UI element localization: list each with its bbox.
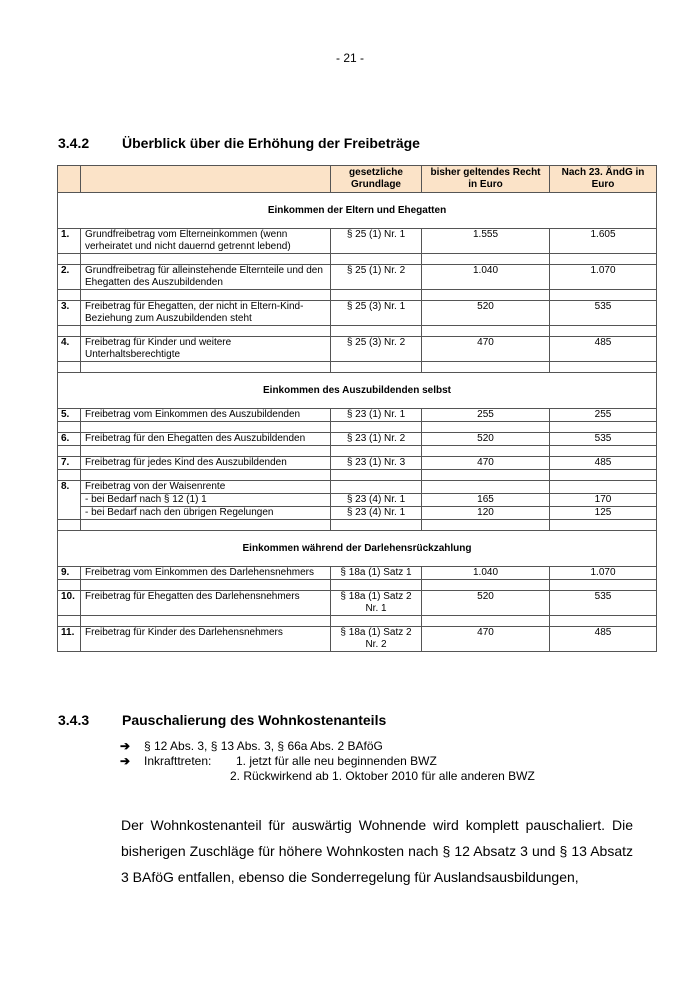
row-description: Grundfreibetrag vom Elterneinkommen (wenn verheiratet und nicht dauernd getrennt lebend) [81, 229, 331, 254]
row-description: Freibetrag von der Waisenrente [81, 481, 331, 494]
spacer-row [58, 254, 657, 265]
table-row [58, 265, 657, 290]
row-number: 4. [58, 337, 81, 362]
header-cell-num [58, 166, 81, 193]
row-old-value: 520 [422, 301, 550, 326]
row-old-value: 470 [422, 457, 550, 470]
section-title: Pauschalierung des Wohnkostenanteils [122, 712, 387, 728]
row-basis: § 25 (3) Nr. 1 [331, 301, 422, 326]
group-title: Einkommen der Eltern und Ehegatten [58, 193, 657, 229]
row-new-value: 485 [550, 457, 657, 470]
row-new-value: 535 [550, 433, 657, 446]
table-subrow [58, 494, 657, 507]
row-new-value: 1.070 [550, 567, 657, 580]
row-number: 8. [58, 481, 81, 494]
row-basis: § 18a (1) Satz 2 Nr. 2 [331, 627, 422, 652]
row-basis: § 25 (1) Nr. 1 [331, 229, 422, 254]
row-new-value: 1.605 [550, 229, 657, 254]
row-description: Freibetrag vom Einkommen des Darlehensnehmers [81, 567, 331, 580]
row-new-value: 485 [550, 337, 657, 362]
row-basis: § 25 (1) Nr. 2 [331, 265, 422, 290]
subrow-basis: § 23 (4) Nr. 1 [331, 494, 422, 507]
row-description: Freibetrag für Kinder des Darlehensnehmers [81, 627, 331, 652]
row-number: 10. [58, 591, 81, 616]
arrow-right-icon: ➔ [120, 754, 131, 768]
row-description: Freibetrag für jedes Kind des Auszubildenden [81, 457, 331, 470]
group-heading-row [58, 531, 657, 567]
table-row [58, 301, 657, 326]
bullet-continuation: 2. Rückwirkend ab 1. Oktober 2010 für alle anderen BWZ [230, 769, 535, 783]
row-new-value: 255 [550, 409, 657, 422]
row-basis: § 18a (1) Satz 1 [331, 567, 422, 580]
table-row [58, 481, 657, 494]
row-old-value: 470 [422, 627, 550, 652]
row-description: Freibetrag vom Einkommen des Auszubildenden [81, 409, 331, 422]
row-old-value: 255 [422, 409, 550, 422]
arrow-right-icon: ➔ [120, 739, 131, 753]
table-row [58, 567, 657, 580]
group-heading-row [58, 193, 657, 229]
freibetraege-table [57, 165, 657, 652]
row-basis: § 23 (1) Nr. 2 [331, 433, 422, 446]
subrow-basis: § 23 (4) Nr. 1 [331, 507, 422, 520]
table-row [58, 337, 657, 362]
group-title: Einkommen des Auszubildenden selbst [58, 373, 657, 409]
subrow-new-value: 170 [550, 494, 657, 507]
row-new-value: 535 [550, 591, 657, 616]
row-number: 3. [58, 301, 81, 326]
section-number: 3.4.3 [58, 712, 90, 728]
header-cell-new: Nach 23. ÄndG in Euro [550, 166, 657, 193]
row-old-value: 1.040 [422, 567, 550, 580]
body-paragraph: Der Wohnkostenanteil für auswärtig Wohnende wird komplett pauschaliert. Die bisherigen Zuschläge für höhere Wohnkosten nach § 12 Absatz 3 und § 13 Absatz 3 BAföG entfallen, ebenso die Sonderregelung für Auslandsausbildungen, [121, 817, 633, 885]
table-row [58, 627, 657, 652]
spacer-row [58, 470, 657, 481]
page-number: - 21 - [335, 51, 364, 65]
bullet-list [120, 739, 535, 784]
subrow-old-value: 165 [422, 494, 550, 507]
row-basis: § 25 (3) Nr. 2 [331, 337, 422, 362]
table-header-row [58, 166, 657, 193]
row-number: 9. [58, 567, 81, 580]
row-basis: § 18a (1) Satz 2 Nr. 1 [331, 591, 422, 616]
table-row [58, 457, 657, 470]
row-description: Freibetrag für Ehegatten des Darlehensnehmers [81, 591, 331, 616]
row-new-value: 535 [550, 301, 657, 326]
spacer-row [58, 290, 657, 301]
subrow-old-value: 120 [422, 507, 550, 520]
bullet-item [120, 754, 535, 769]
row-old-value: 520 [422, 591, 550, 616]
bullet-text: § 12 Abs. 3, § 13 Abs. 3, § 66a Abs. 2 BAföG [144, 739, 383, 753]
row-old-value: 1.040 [422, 265, 550, 290]
spacer-row [58, 616, 657, 627]
row-new-value: 1.070 [550, 265, 657, 290]
group-title: Einkommen während der Darlehensrückzahlung [58, 531, 657, 567]
row-number: 5. [58, 409, 81, 422]
table-row [58, 591, 657, 616]
subrow-description: - bei Bedarf nach den übrigen Regelungen [81, 507, 331, 520]
row-description: Freibetrag für Kinder und weitere Unterhaltsberechtigte [81, 337, 331, 362]
bullet-item [120, 739, 535, 754]
bullet-label: Inkrafttreten: [144, 754, 212, 768]
row-number: 2. [58, 265, 81, 290]
section-title: Überblick über die Erhöhung der Freibeträge [122, 135, 420, 151]
spacer-row [58, 580, 657, 591]
row-description: Freibetrag für Ehegatten, der nicht in Eltern-Kind-Beziehung zum Auszubildenden steht [81, 301, 331, 326]
row-old-value: 1.555 [422, 229, 550, 254]
row-number: 7. [58, 457, 81, 470]
bullet-text: 1. jetzt für alle neu beginnenden BWZ [236, 754, 437, 768]
spacer-row [58, 326, 657, 337]
row-description: Freibetrag für den Ehegatten des Auszubildenden [81, 433, 331, 446]
section-number: 3.4.2 [58, 135, 90, 151]
section-heading-343 [58, 712, 386, 728]
row-basis: § 23 (1) Nr. 1 [331, 409, 422, 422]
row-basis: § 23 (1) Nr. 3 [331, 457, 422, 470]
table-row [58, 433, 657, 446]
spacer-row [58, 446, 657, 457]
row-number: 1. [58, 229, 81, 254]
row-number: 11. [58, 627, 81, 652]
table-row [58, 409, 657, 422]
table-subrow [58, 507, 657, 520]
spacer-row [58, 422, 657, 433]
header-cell-basis: gesetzliche Grundlage [331, 166, 422, 193]
subrow-new-value: 125 [550, 507, 657, 520]
row-number: 6. [58, 433, 81, 446]
table-row [58, 229, 657, 254]
row-old-value: 520 [422, 433, 550, 446]
group-heading-row [58, 373, 657, 409]
spacer-row [58, 362, 657, 373]
header-cell-old: bisher geltendes Recht in Euro [422, 166, 550, 193]
row-old-value: 470 [422, 337, 550, 362]
subrow-description: - bei Bedarf nach § 12 (1) 1 [81, 494, 331, 507]
row-new-value: 485 [550, 627, 657, 652]
row-description: Grundfreibetrag für alleinstehende Elternteile und den Ehegatten des Auszubildenden [81, 265, 331, 290]
header-cell-desc [81, 166, 331, 193]
section-heading-342 [58, 135, 420, 151]
spacer-row [58, 520, 657, 531]
